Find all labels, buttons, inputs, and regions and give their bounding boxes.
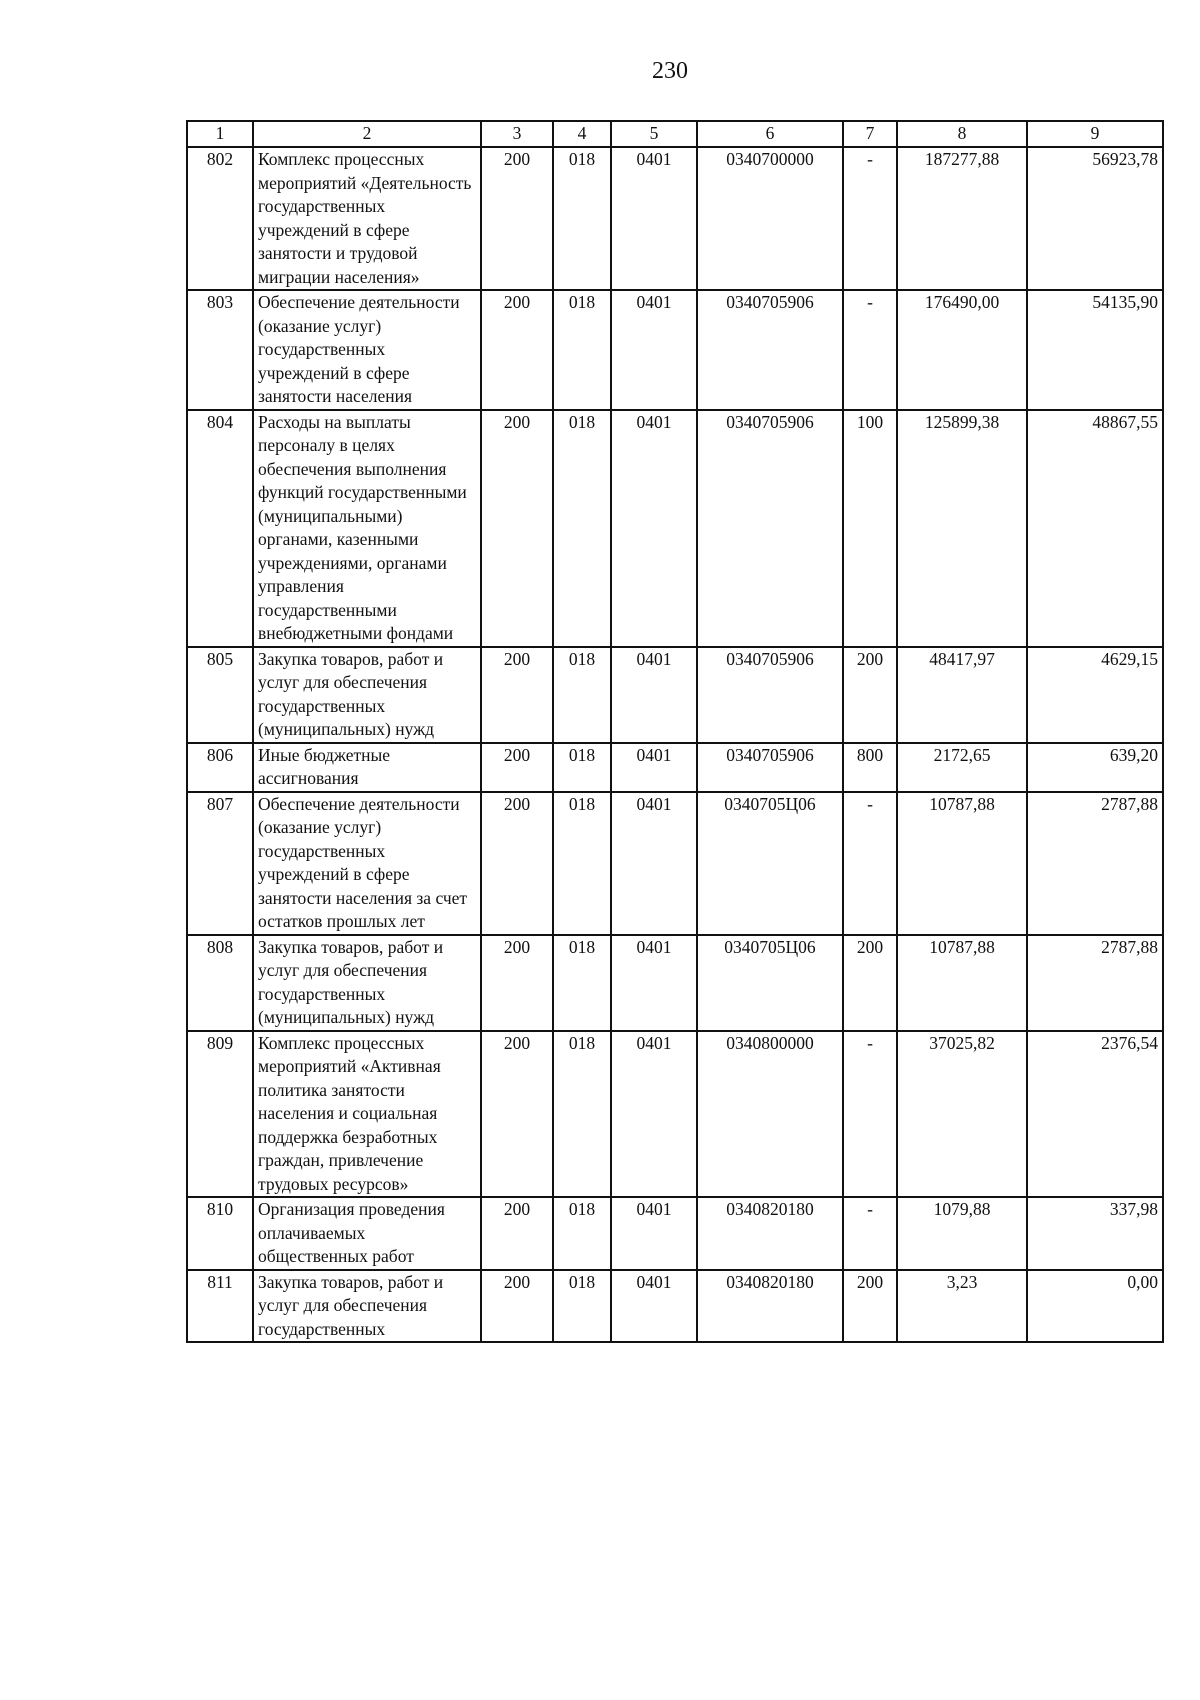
cell-col4: 018 — [553, 1031, 611, 1198]
row-number: 807 — [187, 792, 253, 935]
table-row — [187, 410, 1163, 647]
row-number: 811 — [187, 1270, 253, 1343]
cell-col3: 200 — [481, 647, 553, 743]
cell-col5: 0401 — [611, 290, 697, 410]
cell-col3: 200 — [481, 792, 553, 935]
cell-col8: 125899,38 — [897, 410, 1027, 647]
row-number: 809 — [187, 1031, 253, 1198]
row-name: Организация проведения оплачиваемых общественных работ — [253, 1197, 481, 1270]
page-number: 230 — [652, 58, 688, 84]
cell-col7: - — [843, 147, 897, 290]
cell-col7: 200 — [843, 647, 897, 743]
cell-col3: 200 — [481, 1031, 553, 1198]
cell-col4: 018 — [553, 792, 611, 935]
cell-col7: - — [843, 290, 897, 410]
cell-col9: 48867,55 — [1027, 410, 1163, 647]
row-name: Обеспечение деятельности (оказание услуг) государственных учреждений в сфере занятости населения — [253, 290, 481, 410]
row-number: 802 — [187, 147, 253, 290]
cell-col5: 0401 — [611, 792, 697, 935]
cell-col6: 0340700000 — [697, 147, 843, 290]
cell-col8: 3,23 — [897, 1270, 1027, 1343]
cell-col4: 018 — [553, 935, 611, 1031]
cell-col4: 018 — [553, 1197, 611, 1270]
cell-col4: 018 — [553, 1270, 611, 1343]
table-row — [187, 792, 1163, 935]
cell-col8: 1079,88 — [897, 1197, 1027, 1270]
table-row — [187, 1197, 1163, 1270]
column-header: 8 — [897, 121, 1027, 147]
cell-col5: 0401 — [611, 1197, 697, 1270]
cell-col9: 2787,88 — [1027, 935, 1163, 1031]
cell-col3: 200 — [481, 743, 553, 792]
cell-col3: 200 — [481, 1270, 553, 1343]
cell-col7: - — [843, 1197, 897, 1270]
header-row — [187, 121, 1163, 147]
cell-col3: 200 — [481, 1197, 553, 1270]
table-row — [187, 147, 1163, 290]
cell-col8: 48417,97 — [897, 647, 1027, 743]
table-row — [187, 935, 1163, 1031]
cell-col4: 018 — [553, 290, 611, 410]
cell-col5: 0401 — [611, 1270, 697, 1343]
table-row — [187, 1031, 1163, 1198]
column-header: 5 — [611, 121, 697, 147]
table-row — [187, 1270, 1163, 1343]
cell-col7: 200 — [843, 935, 897, 1031]
table-row — [187, 647, 1163, 743]
row-name: Обеспечение деятельности (оказание услуг) государственных учреждений в сфере занятости населения за счет остатков прошлых лет — [253, 792, 481, 935]
column-header: 7 — [843, 121, 897, 147]
row-number: 810 — [187, 1197, 253, 1270]
cell-col7: 200 — [843, 1270, 897, 1343]
budget-table — [186, 120, 1164, 1343]
row-number: 806 — [187, 743, 253, 792]
column-header: 4 — [553, 121, 611, 147]
column-header: 6 — [697, 121, 843, 147]
cell-col4: 018 — [553, 743, 611, 792]
table-row — [187, 743, 1163, 792]
cell-col6: 0340705906 — [697, 647, 843, 743]
row-name: Закупка товаров, работ и услуг для обеспечения государственных — [253, 1270, 481, 1343]
cell-col8: 10787,88 — [897, 792, 1027, 935]
cell-col6: 0340705906 — [697, 410, 843, 647]
cell-col5: 0401 — [611, 647, 697, 743]
cell-col9: 56923,78 — [1027, 147, 1163, 290]
cell-col8: 176490,00 — [897, 290, 1027, 410]
row-number: 805 — [187, 647, 253, 743]
table-row — [187, 290, 1163, 410]
cell-col9: 4629,15 — [1027, 647, 1163, 743]
cell-col8: 37025,82 — [897, 1031, 1027, 1198]
cell-col9: 337,98 — [1027, 1197, 1163, 1270]
cell-col9: 639,20 — [1027, 743, 1163, 792]
cell-col6: 0340705906 — [697, 743, 843, 792]
cell-col6: 0340800000 — [697, 1031, 843, 1198]
cell-col3: 200 — [481, 147, 553, 290]
row-name: Расходы на выплаты персоналу в целях обеспечения выполнения функций государственными (муниципальными) органами, казенными учреждениями, органами управления государственными внебюджетными фондами — [253, 410, 481, 647]
cell-col8: 10787,88 — [897, 935, 1027, 1031]
cell-col9: 2376,54 — [1027, 1031, 1163, 1198]
cell-col7: - — [843, 1031, 897, 1198]
cell-col8: 2172,65 — [897, 743, 1027, 792]
cell-col4: 018 — [553, 410, 611, 647]
row-name: Иные бюджетные ассигнования — [253, 743, 481, 792]
cell-col9: 0,00 — [1027, 1270, 1163, 1343]
cell-col9: 54135,90 — [1027, 290, 1163, 410]
cell-col5: 0401 — [611, 1031, 697, 1198]
cell-col3: 200 — [481, 410, 553, 647]
cell-col7: - — [843, 792, 897, 935]
cell-col6: 0340820180 — [697, 1270, 843, 1343]
row-name: Комплекс процессных мероприятий «Деятельность государственных учреждений в сфере занятости и трудовой миграции населения» — [253, 147, 481, 290]
cell-col7: 800 — [843, 743, 897, 792]
cell-col4: 018 — [553, 147, 611, 290]
row-number: 808 — [187, 935, 253, 1031]
row-number: 804 — [187, 410, 253, 647]
cell-col9: 2787,88 — [1027, 792, 1163, 935]
cell-col6: 0340820180 — [697, 1197, 843, 1270]
cell-col6: 0340705Ц06 — [697, 935, 843, 1031]
column-header: 1 — [187, 121, 253, 147]
cell-col5: 0401 — [611, 147, 697, 290]
cell-col5: 0401 — [611, 743, 697, 792]
row-name: Комплекс процессных мероприятий «Активная политика занятости населения и социальная поддержка безработных граждан, привлечение трудовых ресурсов» — [253, 1031, 481, 1198]
row-name: Закупка товаров, работ и услуг для обеспечения государственных (муниципальных) нужд — [253, 935, 481, 1031]
cell-col3: 200 — [481, 935, 553, 1031]
cell-col6: 0340705906 — [697, 290, 843, 410]
cell-col4: 018 — [553, 647, 611, 743]
row-name: Закупка товаров, работ и услуг для обеспечения государственных (муниципальных) нужд — [253, 647, 481, 743]
cell-col8: 187277,88 — [897, 147, 1027, 290]
column-header: 2 — [253, 121, 481, 147]
column-header: 3 — [481, 121, 553, 147]
cell-col3: 200 — [481, 290, 553, 410]
cell-col5: 0401 — [611, 410, 697, 647]
column-header: 9 — [1027, 121, 1163, 147]
cell-col5: 0401 — [611, 935, 697, 1031]
cell-col7: 100 — [843, 410, 897, 647]
row-number: 803 — [187, 290, 253, 410]
cell-col6: 0340705Ц06 — [697, 792, 843, 935]
